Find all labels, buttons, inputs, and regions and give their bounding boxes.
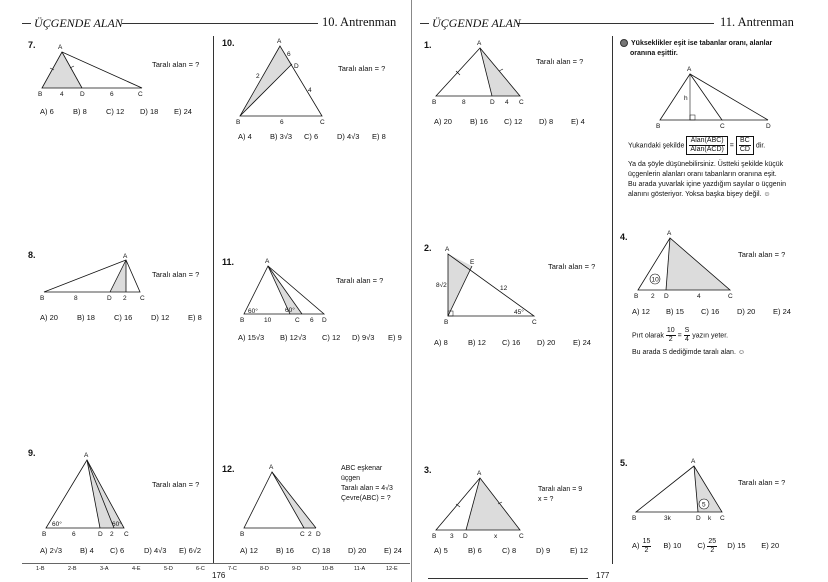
bullet-icon bbox=[620, 39, 628, 47]
figure-label: B bbox=[236, 119, 241, 126]
text-fragment bbox=[739, 137, 751, 154]
choices bbox=[240, 546, 402, 555]
text-fragment: E) 9 bbox=[388, 333, 402, 342]
figure-label: 2 bbox=[110, 531, 114, 538]
text-fragment: Pırt olarak bbox=[632, 332, 664, 340]
figure-label: A bbox=[58, 44, 63, 51]
text-fragment: A) 12 bbox=[240, 546, 258, 555]
answer-key-item: 5-D bbox=[164, 566, 173, 572]
text-fragment: 2 bbox=[710, 547, 715, 554]
choices bbox=[434, 546, 588, 555]
text-fragment: üçgen bbox=[341, 475, 361, 482]
figure-label: D bbox=[294, 63, 299, 70]
left-header-number: 10. Antrenman bbox=[322, 15, 397, 29]
figure-label: 60° bbox=[248, 308, 258, 315]
figure-label: 4 bbox=[697, 293, 701, 300]
figure-label: A bbox=[123, 253, 128, 260]
question-number: 4. bbox=[620, 232, 628, 242]
question-number: 5. bbox=[620, 458, 628, 468]
text-fragment: C) 6 bbox=[110, 546, 125, 555]
text-fragment: A) 12 bbox=[632, 307, 650, 316]
figure-label: x bbox=[494, 533, 498, 540]
answer-key-item: 8-D bbox=[260, 566, 269, 572]
text-fragment: 4 bbox=[685, 336, 689, 343]
figure-label: 45° bbox=[514, 309, 524, 316]
figure-label: C bbox=[320, 119, 325, 126]
text-fragment: C) 12 bbox=[106, 107, 125, 116]
text-fragment: A) 6 bbox=[40, 107, 54, 116]
question-prompt: Taralı alan = ? bbox=[738, 250, 786, 259]
text-fragment: E) 20 bbox=[761, 541, 780, 551]
choices bbox=[238, 333, 402, 342]
figure-label: 4 bbox=[308, 87, 312, 94]
figure-label: C bbox=[519, 533, 524, 540]
info-title bbox=[620, 39, 772, 59]
header-rule bbox=[22, 23, 31, 24]
question-number: 7. bbox=[28, 40, 36, 50]
figure-label: B bbox=[40, 295, 45, 302]
question-prompt: Taralı alan = ? bbox=[536, 57, 584, 66]
hint-2: Bu arada S dediğimde taralı alan. ☺ bbox=[632, 349, 745, 356]
header-rule bbox=[420, 23, 429, 24]
figure-label: C bbox=[138, 91, 143, 98]
text-fragment: D) 4√3 bbox=[337, 132, 360, 141]
text-fragment: D) 20 bbox=[348, 546, 367, 555]
column-divider bbox=[213, 36, 214, 564]
text-fragment: D) 4√3 bbox=[144, 546, 167, 555]
text-fragment: Yukarıdaki şekilde bbox=[628, 142, 685, 150]
text-fragment: E) 24 bbox=[573, 338, 591, 347]
figure-label: A bbox=[269, 464, 274, 471]
figure-label: D bbox=[463, 533, 468, 540]
question-prompt: Taralı alan = ? bbox=[152, 270, 200, 279]
figure-label: 6 bbox=[287, 51, 291, 58]
text-fragment: = bbox=[729, 142, 734, 150]
figure-label: C bbox=[532, 319, 537, 326]
choices bbox=[40, 546, 201, 555]
figure-label: C bbox=[295, 317, 300, 324]
text-fragment bbox=[666, 327, 676, 344]
figure-label: C bbox=[519, 99, 524, 106]
text-fragment: E) 8 bbox=[188, 313, 202, 322]
question-prompt: Taralı alan = ? bbox=[738, 478, 786, 487]
text-fragment: oranına eşittir. bbox=[630, 50, 678, 57]
column-divider bbox=[612, 36, 613, 564]
text-fragment: C) 6 bbox=[304, 132, 319, 141]
text-fragment: S bbox=[684, 327, 690, 334]
text-fragment: Alan(ABC) bbox=[690, 137, 724, 144]
text-fragment: Alan(ACD) bbox=[690, 146, 724, 153]
text-fragment: B) 18 bbox=[77, 313, 95, 322]
text-fragment: D) 15 bbox=[727, 541, 746, 551]
text-fragment: A) 8 bbox=[434, 338, 448, 347]
text-fragment: E) 24 bbox=[384, 546, 402, 555]
text-fragment: 2 bbox=[644, 547, 649, 554]
figure-label: A bbox=[445, 246, 450, 253]
figure-label: D bbox=[766, 123, 771, 130]
left-header-title: ÜÇGENDE ALAN bbox=[34, 16, 123, 30]
text-fragment: alanını gösteriyor. Yoksa başka bişey değil. ☺ bbox=[628, 191, 771, 198]
figure-label: C bbox=[124, 531, 129, 538]
text-fragment bbox=[736, 136, 754, 155]
text-fragment: 15 bbox=[642, 538, 651, 545]
answer-key-item: 11-A bbox=[354, 566, 366, 572]
text-fragment: E) 24 bbox=[174, 107, 192, 116]
figure-label: h bbox=[684, 95, 688, 102]
text-fragment: E) 6√2 bbox=[179, 546, 202, 555]
figure-label: C bbox=[720, 123, 725, 130]
text-fragment: B) 8 bbox=[73, 107, 87, 116]
figure-label: 2 bbox=[123, 295, 127, 302]
text-fragment: D) 18 bbox=[140, 107, 159, 116]
figure-label: 3 bbox=[450, 533, 454, 540]
figure-label: D bbox=[322, 317, 327, 324]
text-fragment bbox=[684, 327, 691, 344]
text-fragment: B) 6 bbox=[468, 546, 482, 555]
figure-label: 8 bbox=[462, 99, 466, 106]
text-fragment bbox=[686, 136, 727, 155]
choices bbox=[238, 132, 386, 141]
figure-label: 8√2 bbox=[436, 282, 447, 289]
figure-label: E bbox=[470, 259, 475, 266]
page-number-right: 177 bbox=[596, 571, 610, 580]
question-number: 3. bbox=[424, 465, 432, 475]
answer-key-item: 9-D bbox=[292, 566, 301, 572]
text-fragment: 25 bbox=[708, 538, 717, 545]
figure-label: 6 bbox=[280, 119, 284, 126]
text-fragment: B) 15 bbox=[666, 307, 684, 316]
figure-label: 60° bbox=[112, 521, 122, 528]
text-fragment: x = ? bbox=[538, 496, 554, 503]
text-fragment: A) 20 bbox=[40, 313, 58, 322]
figure-label: C bbox=[720, 515, 725, 522]
text-fragment bbox=[689, 137, 724, 154]
figure-label: C bbox=[300, 531, 305, 538]
figure-label: D bbox=[80, 91, 85, 98]
choices bbox=[632, 538, 779, 555]
choices bbox=[632, 307, 791, 316]
text-fragment: A) 4 bbox=[238, 132, 252, 141]
text-fragment bbox=[707, 538, 717, 555]
text-fragment: A) bbox=[632, 541, 640, 551]
figure-label: 2 bbox=[256, 73, 260, 80]
text-fragment: B) 3√3 bbox=[270, 132, 293, 141]
text-fragment: CD bbox=[739, 146, 750, 153]
figure-label: B bbox=[38, 91, 43, 98]
text-fragment: E) 24 bbox=[773, 307, 791, 316]
text-fragment: dir. bbox=[755, 142, 766, 150]
figure-label: D bbox=[696, 515, 701, 522]
text-fragment: A) 2√3 bbox=[40, 546, 63, 555]
answer-key-item: 10-B bbox=[322, 566, 334, 572]
text-fragment: C) 16 bbox=[701, 307, 720, 316]
figure-label: 10 bbox=[264, 317, 272, 324]
text-fragment: E) 12 bbox=[570, 546, 588, 555]
text-fragment: C) 12 bbox=[504, 117, 523, 126]
figure-label: 2 bbox=[308, 531, 312, 538]
figure-label: D bbox=[316, 531, 321, 538]
figure-label: B bbox=[42, 531, 47, 538]
figure-label: C bbox=[728, 293, 733, 300]
header-rule bbox=[122, 23, 318, 24]
answer-key-item: 4-E bbox=[132, 566, 141, 572]
figure-label: D bbox=[664, 293, 669, 300]
figure-label: 60° bbox=[285, 307, 295, 314]
figure-label: A bbox=[477, 40, 482, 47]
footer-rule bbox=[428, 578, 588, 579]
text-fragment: D) 20 bbox=[537, 338, 556, 347]
figure-label: 8 bbox=[74, 295, 78, 302]
figure-label: A bbox=[691, 458, 696, 465]
question-number: 10. bbox=[222, 38, 235, 48]
text-fragment: yazın yeter. bbox=[692, 332, 729, 340]
text-fragment: Bu arada yuvarlak içine yazdığım sayılar o üçgenin bbox=[628, 181, 786, 188]
text-fragment: C) 16 bbox=[114, 313, 133, 322]
answer-key-item: 2-B bbox=[68, 566, 77, 572]
figure-label: C bbox=[140, 295, 145, 302]
choices bbox=[434, 338, 591, 347]
question-statement bbox=[341, 464, 393, 504]
text-fragment: Taralı alan = 4√3 bbox=[341, 485, 393, 492]
figure-label: B bbox=[444, 319, 449, 326]
text-fragment: Ya da şöyle düşünebilirsiniz. Üstteki şekilde küçük bbox=[628, 161, 784, 168]
text-fragment: D) 9√3 bbox=[352, 333, 375, 342]
page-gutter bbox=[411, 0, 412, 582]
right-header-title: ÜÇGENDE ALAN bbox=[432, 16, 521, 30]
text-fragment: C) bbox=[697, 541, 706, 551]
figure-label: 2 bbox=[651, 293, 655, 300]
choices bbox=[40, 107, 192, 116]
text-fragment: B) 10 bbox=[663, 541, 682, 551]
figure-label: B bbox=[432, 99, 437, 106]
figure-label: D bbox=[490, 99, 495, 106]
figure-label: 6 bbox=[110, 91, 114, 98]
text-fragment: A) 15√3 bbox=[238, 333, 265, 342]
figure-label: B bbox=[634, 293, 639, 300]
text-fragment: C) 16 bbox=[502, 338, 521, 347]
text-fragment: B) 12√3 bbox=[280, 333, 307, 342]
figure-label: 12 bbox=[500, 285, 508, 292]
question-number: 2. bbox=[424, 243, 432, 253]
figure-label: A bbox=[265, 258, 270, 265]
question-statement bbox=[538, 485, 582, 505]
text-fragment: BC bbox=[740, 137, 750, 144]
text-fragment bbox=[620, 39, 772, 49]
question-prompt: Taralı alan = ? bbox=[338, 64, 386, 73]
right-header-number: 11. Antrenman bbox=[720, 15, 794, 29]
footer-rule bbox=[22, 563, 410, 564]
figure-label: D bbox=[107, 295, 112, 302]
hint bbox=[632, 327, 728, 344]
figure-label: A bbox=[84, 452, 89, 459]
figure-label: 6 bbox=[72, 531, 76, 538]
question-prompt: Taralı alan = ? bbox=[152, 480, 200, 489]
text-fragment: B) 16 bbox=[470, 117, 488, 126]
question-number: 12. bbox=[222, 464, 235, 474]
text-fragment: Taralı alan = 9 bbox=[538, 486, 583, 493]
answer-key-item: 12-E bbox=[386, 566, 398, 572]
text-fragment: B) 4 bbox=[80, 546, 94, 555]
text-fragment: B) 12 bbox=[468, 338, 486, 347]
text-fragment: A) 20 bbox=[434, 117, 452, 126]
info-text bbox=[628, 160, 786, 200]
question-number: 9. bbox=[28, 448, 36, 458]
text-fragment: üçgenlerin alanları oranı tabanların oranına eşit. bbox=[628, 171, 777, 178]
figure-label: 5 bbox=[702, 501, 706, 509]
text-fragment: D) 8 bbox=[539, 117, 554, 126]
text-fragment: E) 8 bbox=[372, 132, 386, 141]
answer-key-item: 7-C bbox=[228, 566, 237, 572]
ratio-formula bbox=[628, 136, 765, 155]
question-number: 1. bbox=[424, 40, 432, 50]
figure-label: 4 bbox=[60, 91, 64, 98]
text-fragment: C) 8 bbox=[502, 546, 517, 555]
figure-label: 6 bbox=[310, 317, 314, 324]
figure-label: B bbox=[240, 317, 245, 324]
text-fragment bbox=[642, 538, 652, 555]
answer-key-item: 3-A bbox=[100, 566, 109, 572]
page-number-left: 176 bbox=[212, 571, 226, 580]
text-fragment: E) 4 bbox=[571, 117, 585, 126]
figure-label: 10 bbox=[651, 276, 659, 284]
question-number: 11. bbox=[222, 257, 235, 267]
question-number: 8. bbox=[28, 250, 36, 260]
question-prompt: Taralı alan = ? bbox=[548, 262, 596, 271]
text-fragment: A) 5 bbox=[434, 546, 448, 555]
figure-label: k bbox=[708, 515, 712, 522]
figure-label: 60° bbox=[52, 521, 62, 528]
text-fragment: = bbox=[677, 332, 682, 340]
text-fragment: B) 16 bbox=[276, 546, 294, 555]
choices bbox=[40, 313, 202, 322]
answer-key-item: 6-C bbox=[196, 566, 205, 572]
text-fragment: 2 bbox=[668, 336, 673, 343]
figure-label: 4 bbox=[505, 99, 509, 106]
figure-label: B bbox=[656, 123, 661, 130]
text-fragment: 10 bbox=[666, 327, 675, 334]
figure-label: 3k bbox=[664, 515, 671, 522]
figure-label: A bbox=[477, 470, 482, 477]
figure-label: A bbox=[277, 38, 282, 45]
figure-label: D bbox=[98, 531, 103, 538]
figure-label: B bbox=[240, 531, 245, 538]
text-fragment: D) 20 bbox=[737, 307, 756, 316]
figure-label: A bbox=[687, 66, 692, 73]
header-rule bbox=[518, 23, 714, 24]
question-prompt: Taralı alan = ? bbox=[336, 276, 384, 285]
text-fragment: C) 12 bbox=[322, 333, 341, 342]
text-fragment: ABC eşkenar bbox=[341, 465, 383, 472]
choices bbox=[434, 117, 585, 126]
figure-label: B bbox=[432, 533, 437, 540]
text-fragment: D) 9 bbox=[536, 546, 551, 555]
figure-label: B bbox=[632, 515, 637, 522]
text-fragment: Çevre(ABC) = ? bbox=[341, 495, 391, 502]
figure-label: A bbox=[667, 230, 672, 237]
question-prompt: Taralı alan = ? bbox=[152, 60, 200, 69]
answer-key-item: 1-B bbox=[36, 566, 45, 572]
text-fragment: C) 18 bbox=[312, 546, 331, 555]
text-fragment: Yükseklikler eşit ise tabanlar oranı, alanlar bbox=[631, 40, 773, 47]
text-fragment: D) 12 bbox=[151, 313, 170, 322]
